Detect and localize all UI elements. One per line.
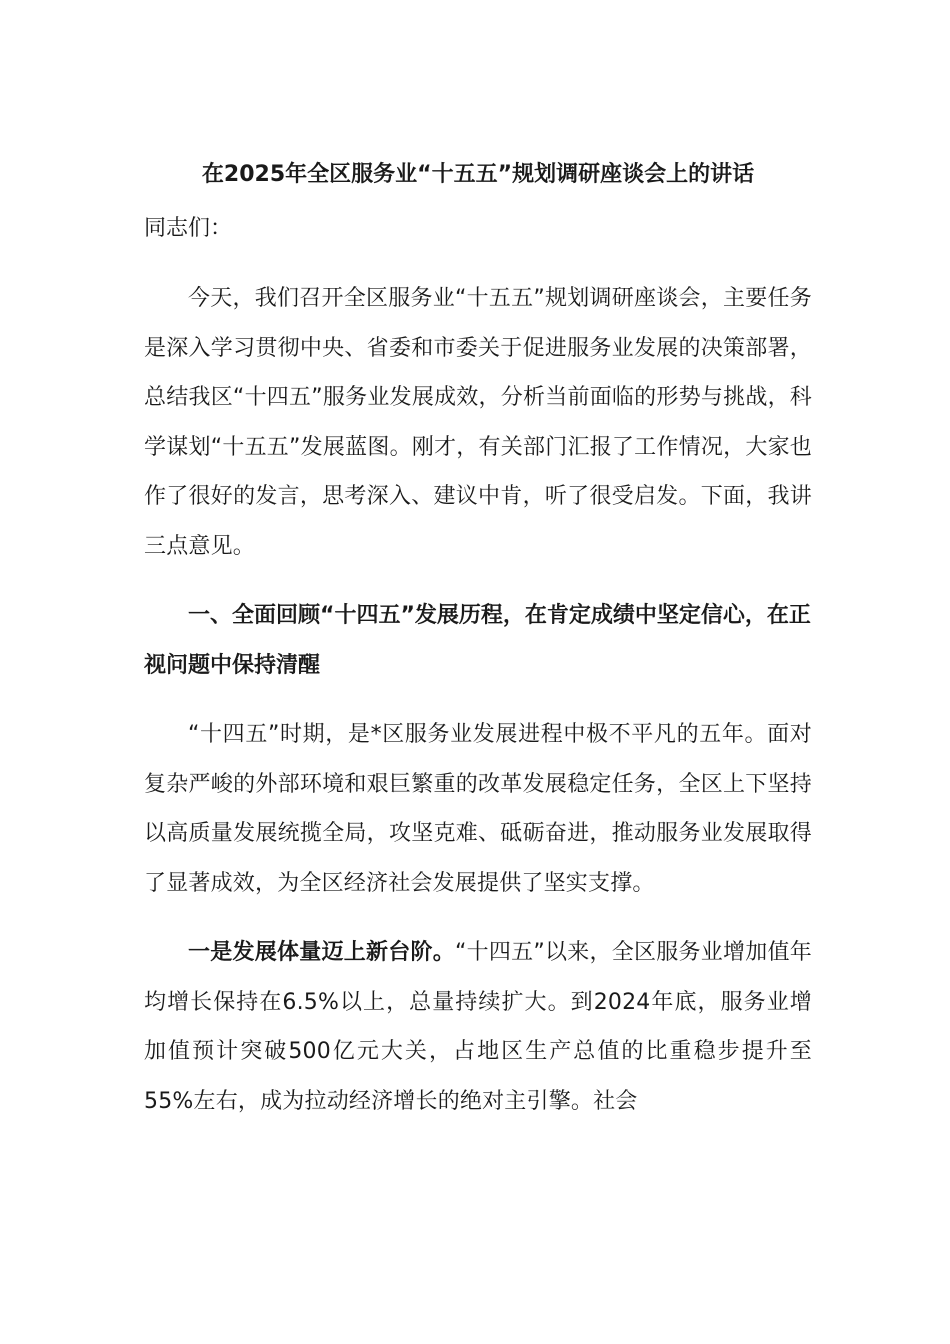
point-1-lead: 一是发展体量迈上新台阶。 — [188, 940, 455, 965]
section-1-paragraph: “十四五”时期，是*区服务业发展进程中极不平凡的五年。面对复杂严峻的外部环境和艰巨繁重的改革发展稳定任务，全区上下坚持以高质量发展统揽全局，攻坚克难、砥砺奋进，推动服务业发展取得了显著成效，为全区经济社会发展提供了坚实支撑。 — [144, 722, 812, 896]
point-1-paragraph — [144, 928, 812, 1126]
section-heading-1: 一、全面回顾“十四五”发展历程，在肯定成绩中坚定信心，在正视问题中保持清醒 — [144, 603, 811, 678]
salutation: 同志们： — [144, 216, 233, 241]
document-title: 在2025年全区服务业“十五五”规划调研座谈会上的讲话 — [201, 162, 755, 187]
intro-paragraph: 今天，我们召开全区服务业“十五五”规划调研座谈会，主要任务是深入学习贯彻中央、省委和市委关于促进服务业发展的决策部署，总结我区“十四五”服务业发展成效，分析当前面临的形势与挑战，科学谋划“十五五”发展蓝图。刚才，有关部门汇报了工作情况，大家也作了很好的发言，思考深入、建议中肯，听了很受启发。下面，我讲三点意见。 — [144, 286, 812, 559]
document-body — [144, 150, 812, 1146]
point-1-text: “十四五”以来，全区服务业增加值年均增长保持在6.5%以上，总量持续扩大。到2024年底，服务业增加值预计突破500亿元大关，占地区生产总值的比重稳步提升至55%左右，成为拉动经济增长的绝对主引擎。社会 — [144, 940, 812, 1114]
